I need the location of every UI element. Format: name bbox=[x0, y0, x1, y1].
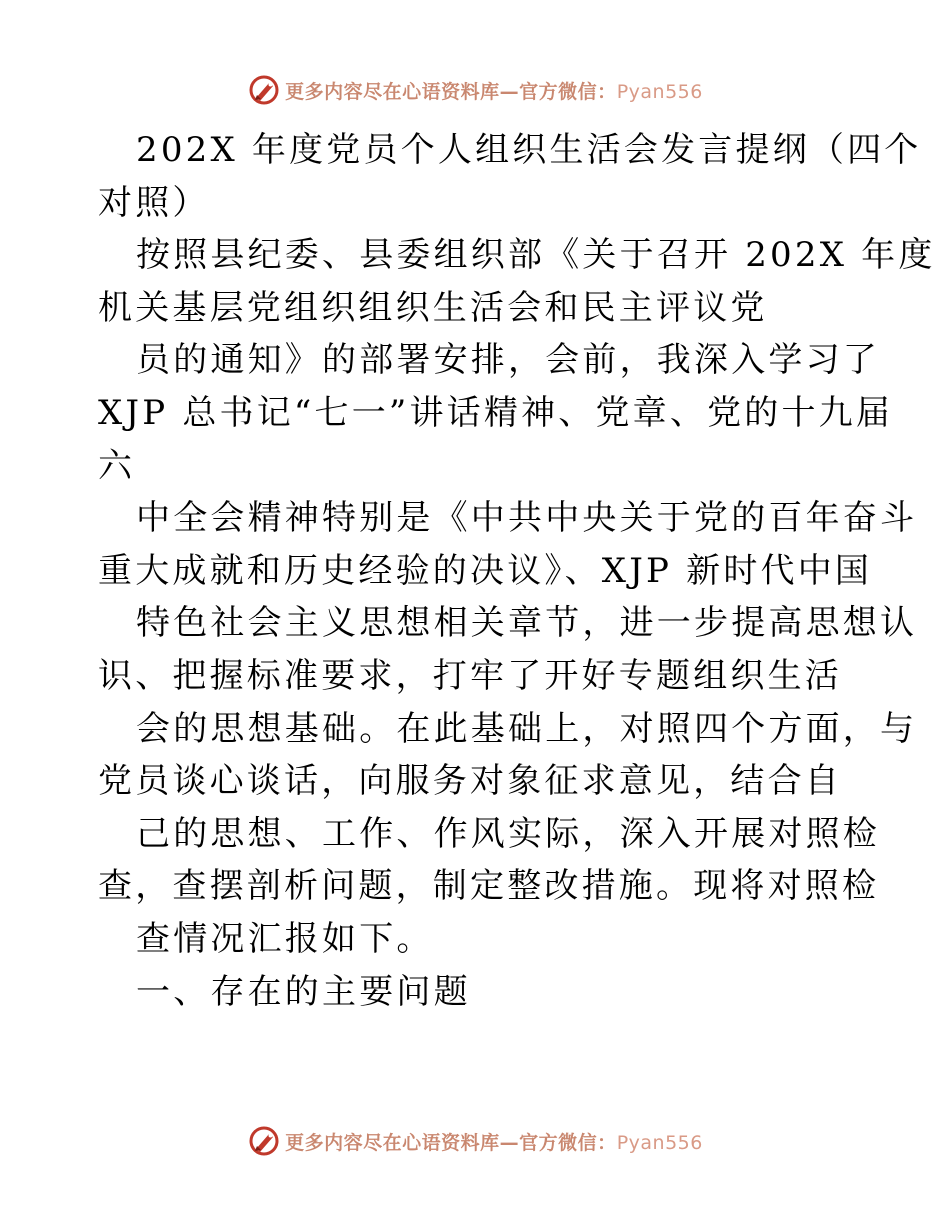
text-line: 查，查摆剖析问题，制定整改措施。现将对照检 bbox=[98, 866, 880, 907]
text-line: 对照） bbox=[98, 182, 210, 223]
text-line: 机关基层党组织组织生活会和民主评议党 bbox=[98, 287, 768, 328]
text-line: 一、存在的主要问题 bbox=[136, 971, 471, 1012]
text-line: 党员谈心谈话，向服务对象征求意见，结合自 bbox=[98, 761, 842, 802]
text-line: 特色社会主义思想相关章节，进一步提高思想认 bbox=[136, 603, 918, 644]
banner-main-text: 更多内容尽在心语资料库 bbox=[285, 1131, 500, 1154]
document-body bbox=[98, 124, 936, 1018]
text-line: XJP 总书记“七一”讲话精神、党章、党的十九届 bbox=[98, 392, 894, 433]
text-line: 会的思想基础。在此基础上，对照四个方面，与 bbox=[136, 708, 918, 749]
banner-dash: — bbox=[499, 80, 520, 103]
text-line: 识、把握标准要求，打牢了开好专题组织生活 bbox=[98, 655, 842, 696]
text-line: 己的思想、工作、作风实际，深入开展对照检 bbox=[136, 813, 880, 854]
text-line: 202X 年度党员个人组织生活会发言提纲（四个 bbox=[136, 130, 922, 170]
pen-logo-icon bbox=[247, 73, 281, 107]
footer-banner bbox=[0, 1121, 950, 1161]
header-banner bbox=[0, 70, 950, 110]
text-line: 查情况汇报如下。 bbox=[136, 918, 434, 959]
banner-wechat-id: Pyan556 bbox=[616, 1131, 703, 1154]
text-line: 中全会精神特别是《中共中央关于党的百年奋斗 bbox=[136, 498, 918, 539]
banner-text bbox=[285, 77, 703, 104]
pen-logo-icon bbox=[247, 1124, 281, 1158]
banner-wechat-label: 官方微信： bbox=[519, 1131, 617, 1154]
banner-main-text: 更多内容尽在心语资料库 bbox=[285, 80, 500, 103]
text-line: 六 bbox=[98, 445, 136, 486]
banner-wechat-label: 官方微信： bbox=[519, 80, 617, 103]
text-line: 按照县纪委、县委组织部《关于召开 202X 年度 bbox=[136, 235, 936, 276]
banner-text bbox=[285, 1128, 703, 1155]
banner-dash: — bbox=[499, 1131, 520, 1154]
banner-wechat-id: Pyan556 bbox=[616, 80, 703, 103]
text-line: 员的通知》的部署安排，会前，我深入学习了 bbox=[136, 340, 880, 381]
text-line: 重大成就和历史经验的决议》、XJP 新时代中国 bbox=[98, 550, 873, 591]
